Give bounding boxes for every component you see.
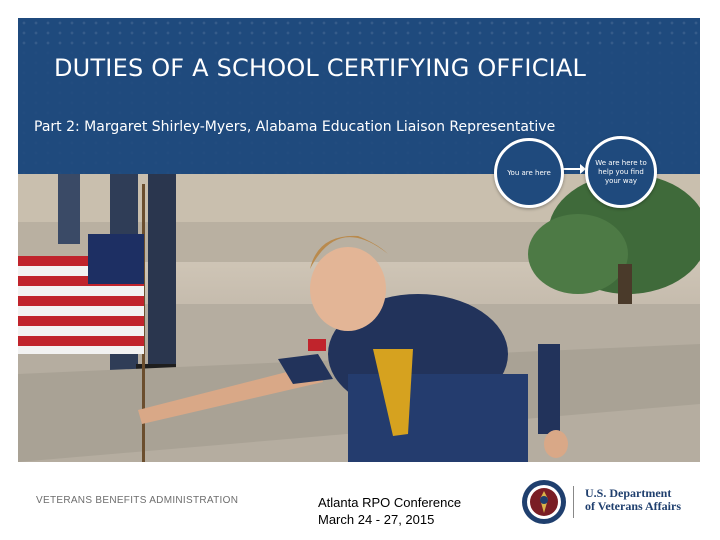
footer-vba-label: VETERANS BENEFITS ADMINISTRATION: [36, 495, 239, 506]
va-divider: [573, 486, 574, 518]
you-are-here-label: You are here: [507, 168, 551, 177]
hero-photo: [18, 174, 700, 462]
help-bubble-label: We are here to help you find your way: [595, 158, 647, 185]
va-wordmark: [585, 487, 681, 513]
help-bubble: [585, 136, 657, 208]
slide-title: DUTIES OF A SCHOOL CERTIFYING OFFICIAL: [54, 54, 587, 82]
you-are-here-bubble: [494, 138, 564, 208]
slide-subtitle: Part 2: Margaret Shirley-Myers, Alabama Education Liaison Representative: [34, 119, 556, 135]
va-seal-icon: [521, 479, 567, 525]
conference-dates: March 24 - 27, 2015: [318, 512, 435, 527]
va-line1: U.S. Department: [585, 486, 672, 500]
photo-illustration: [18, 174, 700, 462]
footer-conference: [318, 494, 461, 528]
conference-name: Atlanta RPO Conference: [318, 495, 462, 510]
va-line2: of Veterans Affairs: [585, 499, 681, 513]
